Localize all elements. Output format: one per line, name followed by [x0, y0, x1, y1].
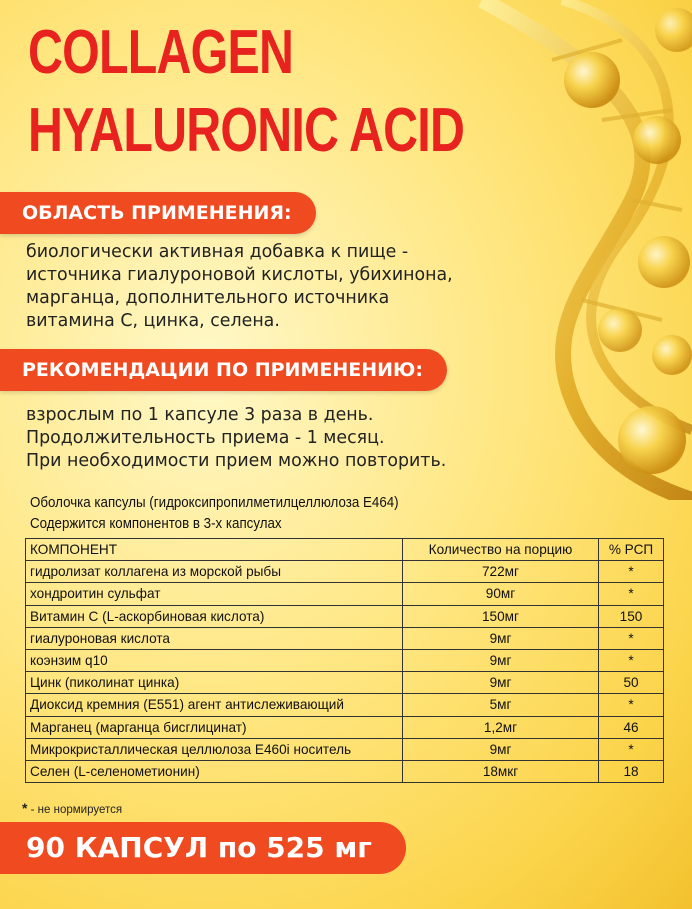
- rsp-cell: *: [599, 583, 664, 605]
- rsp-cell: *: [599, 738, 664, 760]
- recommendation-line: взрослым по 1 капсуле 3 раза в день.: [26, 405, 374, 425]
- component-cell: Микрокристаллическая целлюлоза Е460i носитель: [26, 738, 403, 760]
- usage-line: источника гиалуроновой кислоты, убихинона,: [26, 265, 453, 285]
- product-title-line1: COLLAGEN: [28, 18, 294, 87]
- header-rsp: % РСП: [599, 539, 664, 561]
- composition-table: [25, 538, 664, 783]
- component-cell: хондроитин сульфат: [26, 583, 403, 605]
- footnote-star: *: [22, 800, 28, 816]
- product-title-line2: HYALURONIC ACID: [28, 96, 465, 165]
- rsp-cell: 50: [599, 672, 664, 694]
- table-row: [26, 738, 664, 760]
- table-header-row: [26, 539, 664, 561]
- component-cell: Диоксид кремния (Е551) агент антислеживающий: [26, 694, 403, 716]
- header-component: КОМПОНЕНТ: [26, 539, 403, 561]
- amount-cell: 1,2мг: [403, 716, 599, 738]
- table-row: [26, 583, 664, 605]
- component-cell: коэнзим q10: [26, 649, 403, 671]
- amount-cell: 90мг: [403, 583, 599, 605]
- capsule-count-banner: 90 КАПСУЛ по 525 мг: [0, 822, 406, 874]
- amount-cell: 9мг: [403, 738, 599, 760]
- recommendations-text: [26, 404, 446, 473]
- amount-cell: 722мг: [403, 561, 599, 583]
- table-row: [26, 672, 664, 694]
- amount-cell: 9мг: [403, 672, 599, 694]
- table-row: [26, 694, 664, 716]
- recommendation-line: Продолжительность приема - 1 месяц.: [26, 428, 385, 448]
- rsp-cell: *: [599, 694, 664, 716]
- table-row: [26, 649, 664, 671]
- table-row: [26, 627, 664, 649]
- component-cell: гиалуроновая кислота: [26, 627, 403, 649]
- capsule-shell-note: Оболочка капсулы (гидроксипропилметилцеллюлоза Е464): [30, 495, 399, 511]
- amount-cell: 18мкг: [403, 760, 599, 782]
- amount-cell: 9мг: [403, 649, 599, 671]
- component-cell: гидролизат коллагена из морской рыбы: [26, 561, 403, 583]
- component-cell: Селен (L-селенометионин): [26, 760, 403, 782]
- rsp-cell: 18: [599, 760, 664, 782]
- rsp-cell: 46: [599, 716, 664, 738]
- rsp-cell: *: [599, 561, 664, 583]
- component-cell: Цинк (пиколинат цинка): [26, 672, 403, 694]
- rsp-cell: *: [599, 627, 664, 649]
- amount-cell: 9мг: [403, 627, 599, 649]
- amount-cell: 5мг: [403, 694, 599, 716]
- rsp-cell: 150: [599, 605, 664, 627]
- usage-line: биологически активная добавка к пище -: [26, 242, 409, 262]
- recommendations-heading: РЕКОМЕНДАЦИИ ПО ПРИМЕНЕНИЮ:: [0, 349, 447, 391]
- table-row: [26, 605, 664, 627]
- amount-cell: 150мг: [403, 605, 599, 627]
- recommendation-line: При необходимости прием можно повторить.: [26, 451, 447, 471]
- rsp-cell: *: [599, 649, 664, 671]
- table-row: [26, 716, 664, 738]
- footnote-text: - не нормируется: [27, 804, 123, 816]
- header-amount: Количество на порцию: [403, 539, 599, 561]
- table-row: [26, 760, 664, 782]
- footnote: [22, 800, 122, 816]
- table-row: [26, 561, 664, 583]
- usage-area-heading: ОБЛАСТЬ ПРИМЕНЕНИЯ:: [0, 192, 316, 234]
- component-cell: Марганец (марганца бисглицинат): [26, 716, 403, 738]
- component-cell: Витамин С (L-аскорбиновая кислота): [26, 605, 403, 627]
- dna-helix-decoration: [442, 0, 692, 500]
- usage-line: марганца, дополнительного источника: [26, 288, 390, 308]
- contains-note: Содержится компонентов в 3-х капсулах: [30, 516, 282, 532]
- usage-area-text: [26, 241, 453, 333]
- usage-line: витамина С, цинка, селена.: [26, 311, 280, 331]
